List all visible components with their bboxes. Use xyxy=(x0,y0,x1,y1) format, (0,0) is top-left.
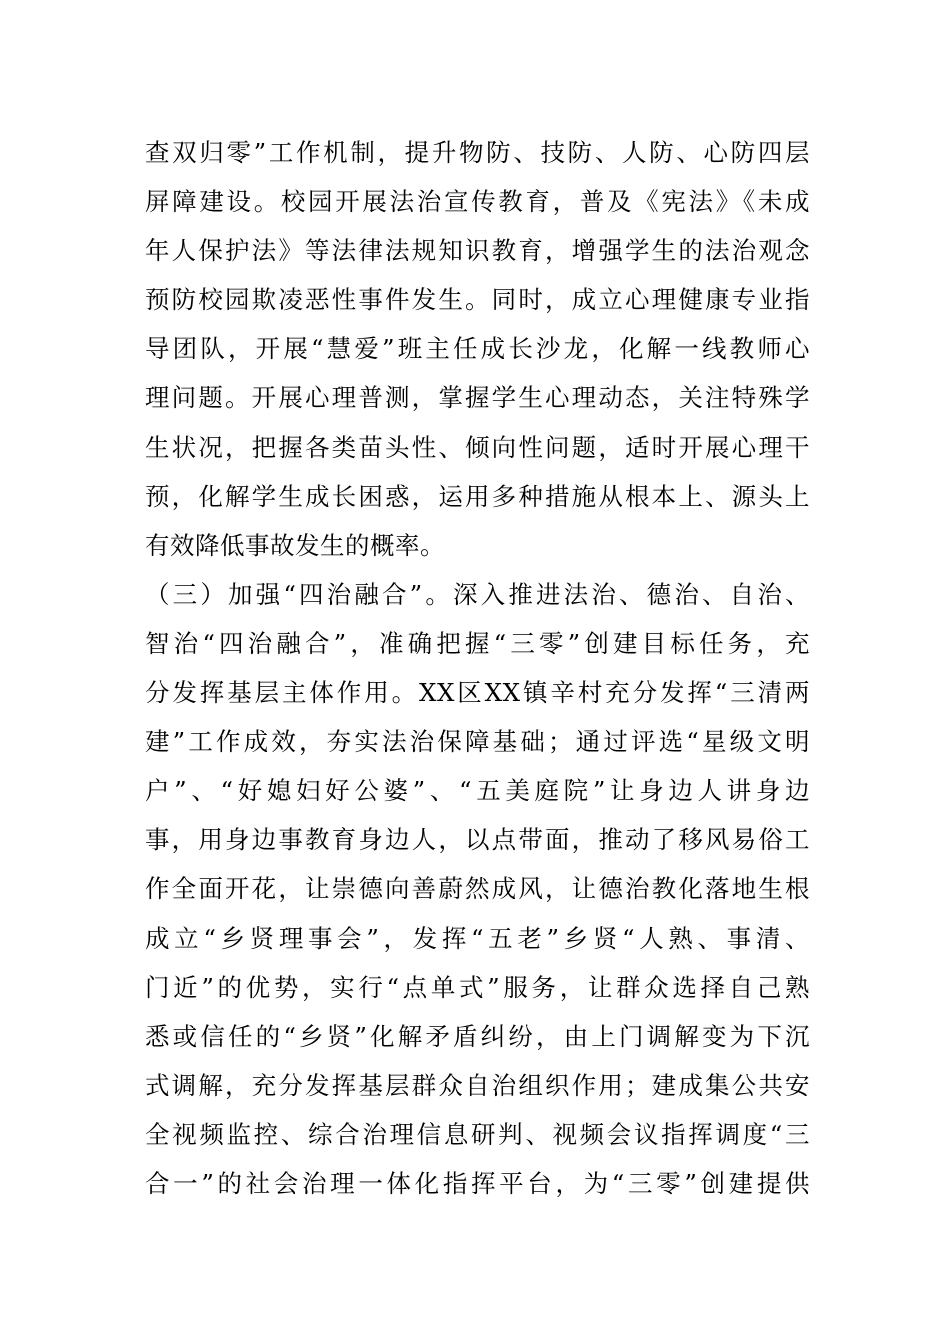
text-line: 年人保护法》等法律法规知识教育，增强学生的法治观念 xyxy=(145,236,810,266)
text-line: 屏障建设。校园开展法治宣传教育，普及《宪法》《未成 xyxy=(145,187,810,217)
text-line: 全视频监控、综合治理信息研判、视频会议指挥调度“三 xyxy=(145,1119,810,1149)
text-line: 建”工作成效，夯实法治保障基础；通过评选“星级文明 xyxy=(145,727,810,757)
text-line: 智治“四治融合”，准确把握“三零”创建目标任务，充 xyxy=(145,628,810,658)
text-line: 事，用身边事教育身边人，以点带面，推动了移风易俗工 xyxy=(145,825,810,855)
text-line: 户”、“好媳妇好公婆”、“五美庭院”让身边人讲身边 xyxy=(145,776,810,806)
text-line: 有效降低事故发生的概率。 xyxy=(145,530,445,560)
text-line: 理问题。开展心理普测，掌握学生心理动态，关注特殊学 xyxy=(145,383,810,413)
body-text xyxy=(145,128,810,1208)
text-line: 导团队，开展“慧爱”班主任成长沙龙，化解一线教师心 xyxy=(145,334,810,364)
text-line: 预防校园欺凌恶性事件发生。同时，成立心理健康专业指 xyxy=(145,285,810,315)
text-line: 式调解，充分发挥基层群众自治组织作用；建成集公共安 xyxy=(145,1070,810,1100)
section-heading-line: （三）加强“四治融合”。深入推进法治、德治、自治、 xyxy=(145,579,810,609)
text-line: 生状况，把握各类苗头性、倾向性问题，适时开展心理干 xyxy=(145,432,810,462)
text-line: 合一”的社会治理一体化指挥平台，为“三零”创建提供 xyxy=(145,1168,810,1198)
text-line: 作全面开花，让崇德向善蔚然成风，让德治教化落地生根 xyxy=(145,874,810,904)
text-line: 门近”的优势，实行“点单式”服务，让群众选择自己熟 xyxy=(145,972,810,1002)
text-line: 成立“乡贤理事会”，发挥“五老”乡贤“人熟、事清、 xyxy=(145,923,810,953)
text-line: 分发挥基层主体作用。XX区XX镇辛村充分发挥“三清两 xyxy=(145,678,810,708)
text-line: 查双归零”工作机制，提升物防、技防、人防、心防四层 xyxy=(145,138,810,167)
text-line: 预，化解学生成长困惑，运用多种措施从根本上、源头上 xyxy=(145,481,810,511)
text-line: 悉或信任的“乡贤”化解矛盾纠纷，由上门调解变为下沉 xyxy=(145,1021,810,1051)
